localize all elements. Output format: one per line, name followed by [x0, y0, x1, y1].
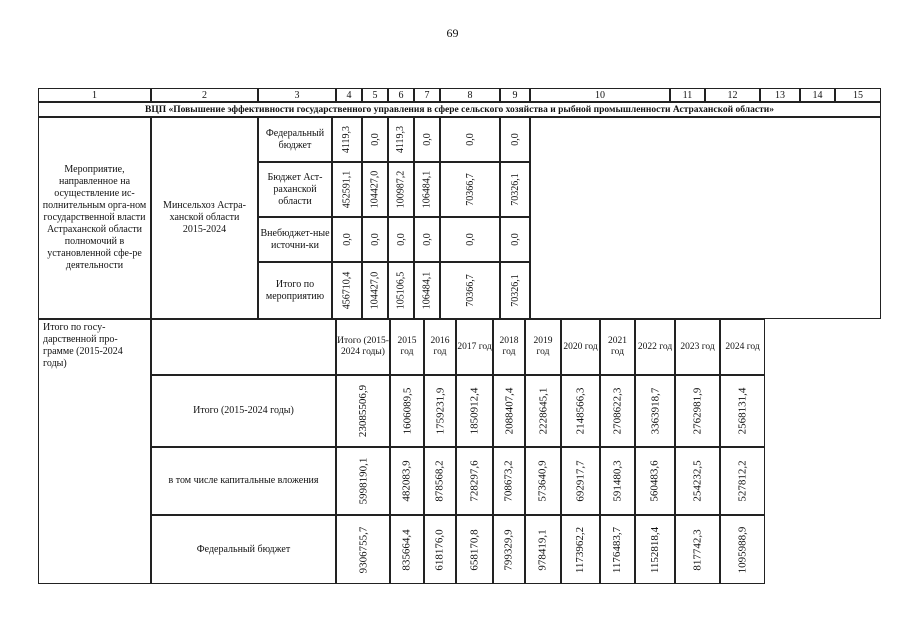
measure-value-cell: [388, 262, 414, 319]
program-value-cell: [336, 447, 390, 515]
measure-value: 0,0: [421, 133, 433, 146]
column-number-cell: [258, 88, 336, 102]
column-number-cell-text: 5: [372, 89, 378, 101]
program-value: 2762981,9: [691, 387, 704, 435]
measure-value-cell: [332, 117, 362, 162]
column-number-cell: [835, 88, 881, 102]
program-header-cell-text: 2022 год: [637, 341, 673, 352]
program-header-cell: [493, 319, 525, 375]
program-value-cell: [675, 375, 720, 447]
program-value: 3363918,7: [649, 387, 661, 435]
column-number-cell: [151, 88, 258, 102]
column-number-cell-text: 4: [346, 89, 352, 101]
program-value-cell: [561, 447, 600, 515]
program-value: 482083,9: [401, 460, 413, 502]
program-header-cell: [336, 319, 390, 375]
program-value: 254232,5: [691, 460, 704, 502]
program-value: 878568,2: [434, 460, 446, 502]
column-number-cell: [414, 88, 440, 102]
program-value: 1152818,4: [649, 526, 661, 573]
program-header-cell-text: 2024 год: [725, 341, 760, 352]
column-number-cell: [388, 88, 414, 102]
program-value-cell: [424, 375, 456, 447]
column-number-cell-text: 15: [853, 89, 863, 101]
column-number-cell: [800, 88, 835, 102]
program-value-cell: [561, 515, 600, 584]
funding-source-cell-text: Федеральный бюджет: [265, 127, 325, 151]
column-number-cell-text: 7: [424, 89, 430, 101]
measure-value-cell: [362, 262, 388, 319]
program-value: 799329,9: [503, 528, 515, 571]
measure-value: 0,0: [421, 233, 433, 246]
measure-value-cell: [440, 262, 500, 319]
measure-value-cell: [500, 217, 530, 262]
program-value-cell: [390, 515, 424, 584]
column-number-cell: [362, 88, 388, 102]
program-value-cell: [493, 375, 525, 447]
column-number-cell-text: 6: [398, 89, 404, 101]
program-value-cell: [424, 447, 456, 515]
program-value-cell: [675, 515, 720, 584]
measure-value-cell: [414, 217, 440, 262]
program-header-cell-text: 2018 год: [499, 336, 519, 357]
program-header-cell-text: 2020 год: [563, 341, 598, 352]
column-number-cell-text: 14: [812, 89, 823, 101]
section-title-row: [38, 102, 881, 117]
section-title: ВЦП «Повышение эффективности государственного управления в сфере сельского хозяйства и рыбной промышленности Астраханской области»: [145, 104, 774, 115]
program-value-cell: [493, 447, 525, 515]
measure-value: 0,0: [464, 233, 476, 246]
program-value-cell: [525, 447, 561, 515]
program-value-cell: [635, 375, 675, 447]
measure-blank-area: [530, 117, 881, 319]
measure-value: 104427,0: [369, 271, 381, 310]
column-number-cell-text: 8: [467, 89, 473, 101]
column-number-cell-text: 1: [92, 89, 97, 101]
column-number-cell-text: 12: [727, 89, 738, 101]
measure-value: 0,0: [509, 133, 521, 146]
measure-value-cell: [500, 117, 530, 162]
column-number-cell-text: 10: [595, 89, 605, 101]
measure-value-cell: [362, 162, 388, 217]
program-header-cell: [720, 319, 765, 375]
program-value-cell: [720, 515, 765, 584]
measure-value: 0,0: [509, 233, 521, 246]
program-label: Итого по госу-дарственной про-грамме (2015-2024 годы): [43, 322, 123, 369]
column-number-cell-text: 9: [512, 89, 518, 101]
program-value: 708673,2: [503, 460, 515, 502]
program-header-cell-text: 2015 год: [397, 336, 417, 357]
program-value-cell: [390, 375, 424, 447]
program-value-cell: [456, 447, 493, 515]
program-header-cell: [600, 319, 635, 375]
measure-value-cell: [440, 217, 500, 262]
measure-value-cell: [362, 117, 388, 162]
column-number-cell-text: 13: [775, 89, 785, 101]
program-header-cell-text: 2019 год: [533, 336, 553, 357]
column-number-cell: [38, 88, 151, 102]
program-value: 835664,4: [401, 528, 413, 571]
measure-value-cell: [500, 262, 530, 319]
program-value: 2568131,4: [736, 387, 749, 435]
program-value-cell: [493, 515, 525, 584]
page-number: 69: [446, 26, 459, 40]
program-value: 618176,0: [434, 528, 446, 571]
program-value: 978419,1: [537, 528, 549, 571]
measure-value: 456710,4: [341, 271, 353, 310]
funding-source-cell-text: Внебюджет-ные источни-ки: [260, 227, 330, 251]
program-header-cell: [424, 319, 456, 375]
program-value: 728297,6: [468, 460, 481, 502]
measure-value-cell: [440, 117, 500, 162]
program-value: 2088407,4: [503, 387, 515, 435]
measure-value-cell: [332, 262, 362, 319]
measure-value: 70366,7: [464, 173, 476, 206]
program-corner-cell: [151, 319, 336, 375]
measure-value: 70326,1: [509, 173, 521, 206]
program-header-cell-text: 2021 год: [608, 336, 627, 357]
measure-value: 0,0: [395, 233, 407, 246]
program-value: 9306755,7: [357, 526, 369, 573]
program-value-cell: [720, 375, 765, 447]
column-number-cell: [530, 88, 670, 102]
program-row-label-cell-text: Федеральный бюджет: [196, 543, 291, 555]
program-value: 2708622,3: [611, 387, 624, 435]
measure-value: 0,0: [369, 233, 381, 246]
executor-cell: [151, 117, 258, 319]
funding-source-cell-text: Итого по мероприятию: [265, 278, 325, 302]
program-row-label-cell: [151, 375, 336, 447]
program-header-cell-text: 2017 год: [457, 341, 492, 352]
funding-source-cell-text: Бюджет Аст-раханской области: [267, 171, 323, 207]
funding-source-cell: [258, 117, 332, 162]
program-value: 5998190,1: [357, 457, 369, 505]
program-value: 527812,2: [736, 460, 749, 502]
program-value-cell: [600, 447, 635, 515]
executor: Минсельхоз Астра-ханской области 2015-2024: [163, 200, 246, 235]
program-row-label-cell-text: в том числе капитальные вложения: [168, 475, 319, 486]
measure-value: 4119,3: [341, 125, 353, 154]
measure-value: 0,0: [369, 133, 381, 146]
program-header-cell: [561, 319, 600, 375]
column-number-cell: [500, 88, 530, 102]
measure-value: 106484,1: [421, 271, 433, 310]
measure-value-cell: [362, 217, 388, 262]
program-value-cell: [336, 375, 390, 447]
program-value: 1176483,7: [611, 526, 624, 573]
program-value-cell: [424, 515, 456, 584]
program-value: 2228645,1: [537, 387, 549, 435]
measure-name-cell: [38, 117, 151, 319]
column-number-cell: [440, 88, 500, 102]
program-value: 1759231,9: [434, 387, 446, 435]
measure-value-cell: [440, 162, 500, 217]
program-header-cell: [456, 319, 493, 375]
program-value-cell: [456, 515, 493, 584]
measure-value: 4119,3: [395, 125, 407, 154]
program-value-cell: [720, 447, 765, 515]
program-header-cell-text: 2023 год: [680, 341, 715, 352]
program-value: 1850912,4: [468, 387, 481, 435]
measure-value: 100987,2: [395, 170, 407, 209]
funding-source-cell: [258, 262, 332, 319]
measure-value-cell: [332, 217, 362, 262]
measure-value: 70366,7: [464, 274, 476, 307]
measure-value-cell: [414, 117, 440, 162]
program-label-cell: [38, 319, 151, 584]
program-value-cell: [675, 447, 720, 515]
program-header-cell: [525, 319, 561, 375]
program-value: 658170,8: [468, 528, 481, 571]
program-value-cell: [390, 447, 424, 515]
funding-source-cell: [258, 217, 332, 262]
program-value-cell: [456, 375, 493, 447]
column-number-cell: [670, 88, 705, 102]
funding-source-cell: [258, 162, 332, 217]
program-header-cell-text: Итого (2015-2024 годы): [337, 336, 389, 357]
measure-value-cell: [500, 162, 530, 217]
program-value-cell: [635, 447, 675, 515]
program-value: 573640,9: [537, 460, 549, 502]
program-row-label-cell: [151, 515, 336, 584]
program-value: 1606089,5: [401, 387, 413, 435]
program-value: 2148566,3: [574, 387, 587, 435]
program-header-cell: [635, 319, 675, 375]
column-number-cell-text: 11: [682, 89, 693, 101]
measure-value: 0,0: [464, 133, 476, 146]
column-number-cell-text: 3: [294, 89, 300, 101]
program-value: 591480,3: [611, 460, 624, 502]
measure-value-cell: [388, 117, 414, 162]
column-number-cell: [705, 88, 760, 102]
program-value: 692917,7: [574, 460, 587, 502]
program-header-cell: [390, 319, 424, 375]
program-value-cell: [525, 375, 561, 447]
measure-value: 105106,5: [395, 271, 407, 310]
column-number-cell-text: 2: [202, 89, 207, 101]
program-value-cell: [600, 375, 635, 447]
program-value-cell: [635, 515, 675, 584]
program-value: 560483,6: [649, 460, 661, 502]
measure-value-cell: [414, 262, 440, 319]
program-row-label-cell-text: Итого (2015-2024 годы): [193, 405, 294, 416]
measure-value: 0,0: [341, 233, 353, 246]
measure-value: 452591,1: [341, 170, 353, 209]
program-row-label-cell: [151, 447, 336, 515]
program-value: 817742,3: [691, 528, 704, 571]
measure-value: 104427,0: [369, 170, 381, 209]
measure-value-cell: [388, 162, 414, 217]
measure-value-cell: [414, 162, 440, 217]
measure-value-cell: [388, 217, 414, 262]
program-header-cell-text: 2016 год: [430, 336, 450, 357]
program-header-cell: [675, 319, 720, 375]
measure-value: 70326,1: [509, 274, 521, 307]
program-value: 23085506,9: [357, 384, 369, 438]
program-value: 1173962,2: [574, 526, 587, 573]
program-value-cell: [600, 515, 635, 584]
measure-value-cell: [332, 162, 362, 217]
program-value-cell: [525, 515, 561, 584]
program-value-cell: [336, 515, 390, 584]
measure-value: 106484,1: [421, 170, 433, 209]
program-value: 1095988,9: [736, 526, 749, 573]
column-number-cell: [760, 88, 800, 102]
measure-name: Мероприятие, направленное на осуществление ис-полнительным орга-ном государственной власти Астраханской области полномочий в установленной сфе-ре деятельности: [42, 164, 147, 271]
program-value-cell: [561, 375, 600, 447]
column-number-cell: [336, 88, 362, 102]
